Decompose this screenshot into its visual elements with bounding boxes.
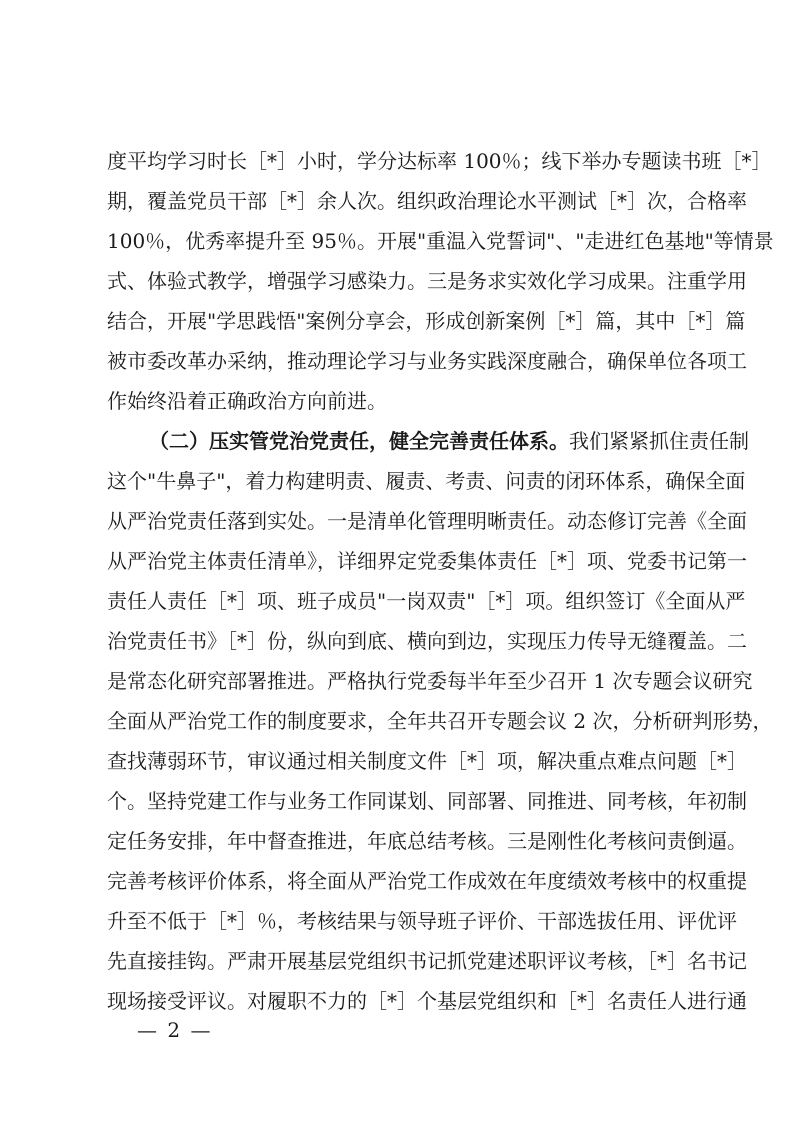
page-number: — 2 — bbox=[137, 1018, 213, 1042]
text-line: 现场接受评议。对履职不力的［*］个基层党组织和［*］名责任人进行通 bbox=[107, 989, 747, 1013]
text-line: 从严治党责任落到实处。一是清单化管理明晰责任。动态修订完善《全面 bbox=[107, 509, 747, 533]
text-line: 升至不低于［*］％，考核结果与领导班子评价、干部选拔任用、评优评 bbox=[107, 909, 737, 933]
text-line: 从严治党主体责任清单》，详细界定党委集体责任［*］项、党委书记第一 bbox=[107, 549, 747, 573]
text-line: 期，覆盖党员干部［*］余人次。组织政治理论水平测试［*］次，合格率 bbox=[107, 189, 747, 213]
text-span: 我们紧紧抓住责任制 bbox=[569, 429, 749, 453]
text-line: 是常态化研究部署推进。严格执行党委每半年至少召开 1 次专题会议研究 bbox=[107, 669, 753, 693]
text-line: 责任人责任［*］项、班子成员"一岗双责"［*］项。组织签订《全面从严 bbox=[107, 589, 746, 613]
text-line: 全面从严治党工作的制度要求，全年共召开专题会议 2 次，分析研判形势， bbox=[107, 709, 773, 733]
section-heading: （二）压实管党治党责任，健全完善责任体系。 bbox=[149, 429, 569, 453]
text-line: 治党责任书》［*］份，纵向到底、横向到边，实现压力传导无缝覆盖。二 bbox=[107, 629, 747, 653]
text-line: 完善考核评价体系，将全面从严治党工作成效在年度绩效考核中的权重提 bbox=[107, 869, 747, 893]
text-line: 作始终沿着正确政治方向前进。 bbox=[107, 389, 387, 413]
text-line: 这个"牛鼻子"，着力构建明责、履责、考责、问责的闭环体系，确保全面 bbox=[107, 469, 746, 493]
document-body bbox=[107, 146, 774, 1026]
text-line: 度平均学习时长［*］小时，学分达标率 100％；线下举办专题读书班［*］ bbox=[107, 149, 772, 173]
text-line: 结合，开展"学思践悟"案例分享会，形成创新案例［*］篇，其中［*］篇 bbox=[107, 309, 746, 333]
text-line: 式、体验式教学，增强学习感染力。三是务求实效化学习成果。注重学用 bbox=[107, 269, 747, 293]
text-line: 个。坚持党建工作与业务工作同谋划、同部署、同推进、同考核，年初制 bbox=[107, 789, 747, 813]
text-line: 查找薄弱环节，审议通过相关制度文件［*］项，解决重点难点问题［*］ bbox=[107, 749, 747, 773]
text-line: 先直接挂钩。严肃开展基层党组织书记抓党建述职评议考核，［*］名书记 bbox=[107, 949, 747, 973]
text-line: 定任务安排，年中督查推进，年底总结考核。三是刚性化考核问责倒逼。 bbox=[107, 829, 747, 853]
text-line: 100％，优秀率提升至 95％。开展"重温入党誓词"、"走进红色基地"等情景 bbox=[107, 229, 774, 253]
text-line: 被市委改革办采纳，推动理论学习与业务实践深度融合，确保单位各项工 bbox=[107, 349, 747, 373]
section-heading-line bbox=[107, 426, 749, 466]
